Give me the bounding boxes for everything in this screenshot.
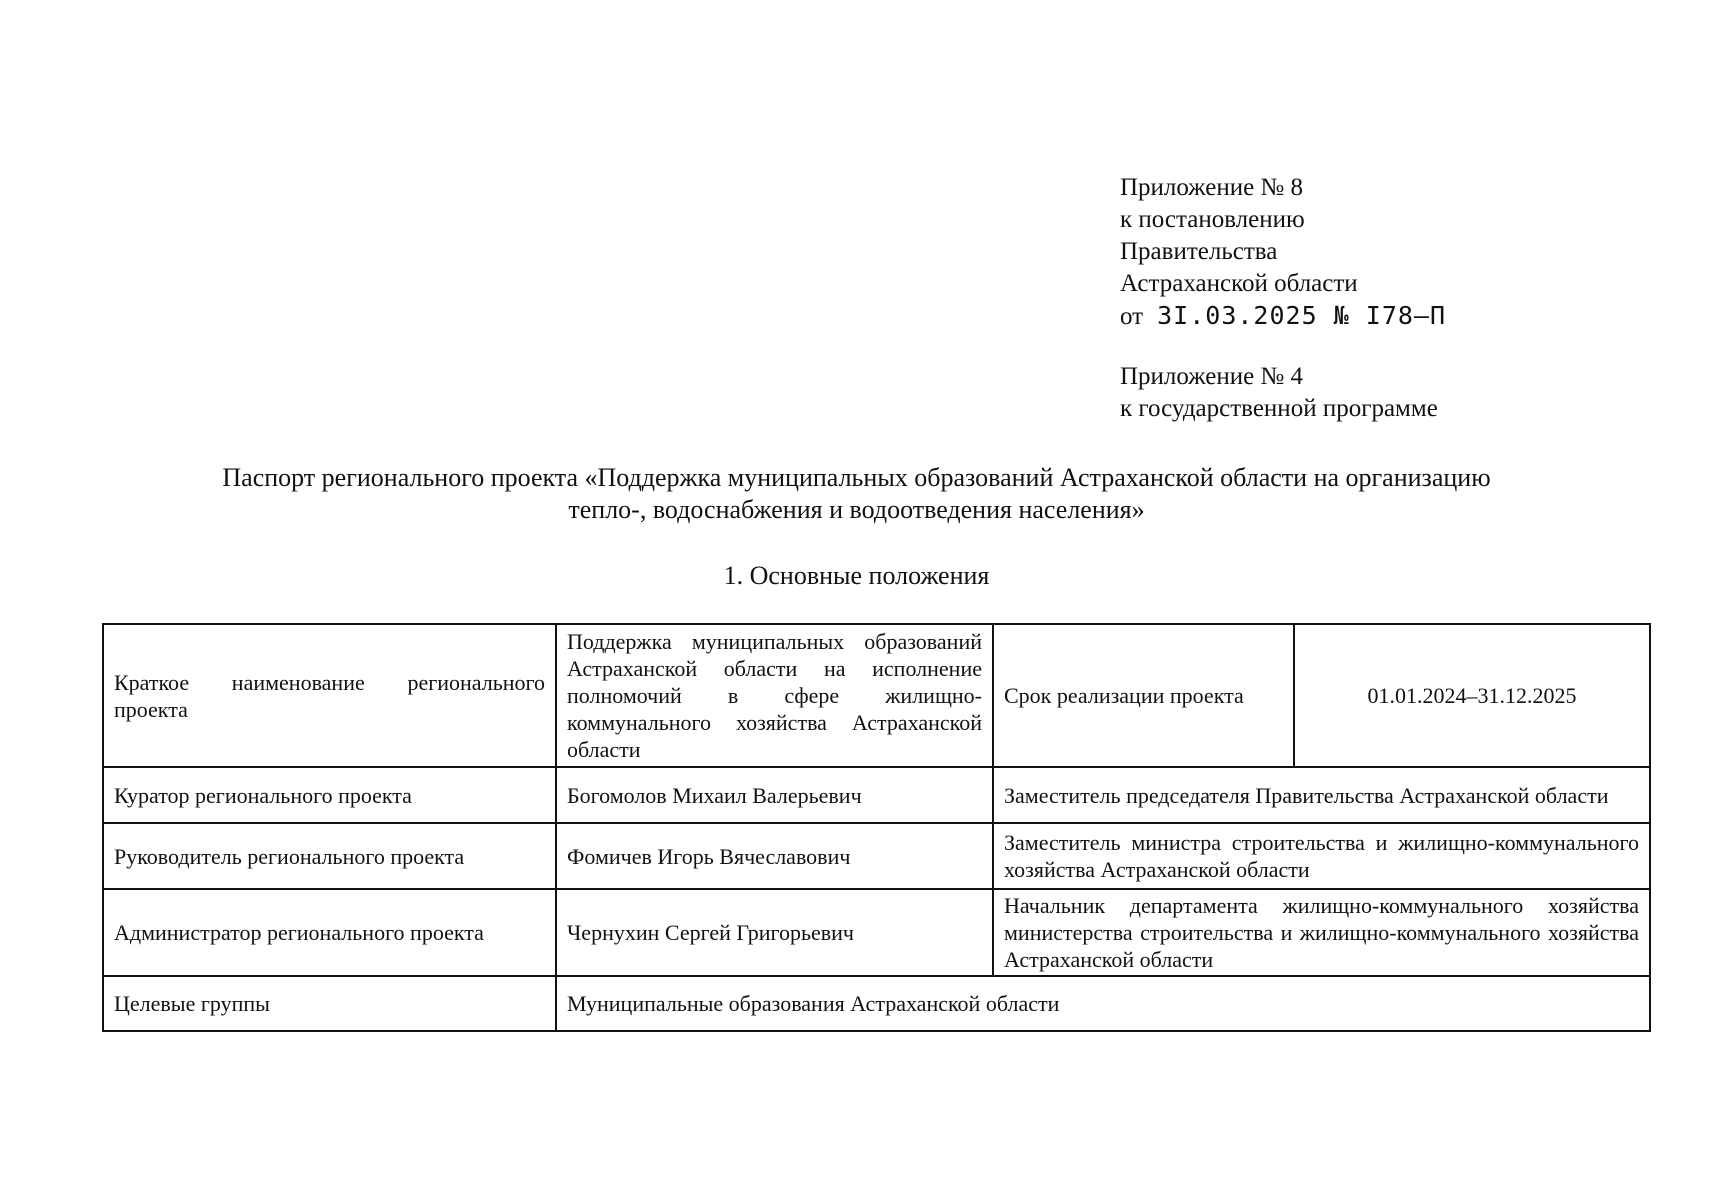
appendix4-line1: Приложение № 4 — [1120, 363, 1304, 390]
head-position: Заместитель министра строительства и жилищно-коммунального хозяйства Астраханской области — [993, 823, 1650, 889]
short-name-label: Краткое наименование регионального проекта — [103, 624, 556, 767]
appendix-gap — [1120, 333, 1446, 361]
section-title: 1. Основные положения — [723, 561, 990, 590]
table-row — [103, 624, 1650, 767]
appendix-block — [1120, 172, 1446, 425]
head-name: Фомичев Игорь Вячеславович — [556, 823, 993, 889]
appendix4-line2: к государственной программе — [1120, 395, 1438, 422]
document-title-line1: Паспорт регионального проекта «Поддержка муниципальных образований Астраханской области на организацию — [222, 463, 1491, 492]
short-name-value: Поддержка муниципальных образований Астраханской области на исполнение полномочий в сфере жилищно-коммунального хозяйства Астраханской области — [556, 624, 993, 767]
appendix8-line1: Приложение № 8 — [1120, 174, 1304, 201]
admin-position: Начальник департамента жилищно-коммунального хозяйства министерства строительства и жилищно-коммунального хозяйства Астраханской области — [993, 889, 1650, 976]
date-prefix: от — [1120, 303, 1144, 330]
curator-label: Куратор регионального проекта — [103, 767, 556, 823]
term-value: 01.01.2024–31.12.2025 — [1294, 624, 1650, 767]
table-row — [103, 767, 1650, 823]
document-title-line2: тепло-, водоснабжения и водоотведения населения» — [568, 495, 1145, 524]
table-row — [103, 889, 1650, 976]
appendix8-line3: Правительства — [1120, 238, 1278, 265]
table-row — [103, 823, 1650, 889]
term-label: Срок реализации проекта — [993, 624, 1294, 767]
curator-name: Богомолов Михаил Валерьевич — [556, 767, 993, 823]
admin-label: Администратор регионального проекта — [103, 889, 556, 976]
resolution-date-number: 3I.03.2025 № I78–П — [1157, 301, 1447, 330]
appendix8-line4: Астраханской области — [1120, 270, 1358, 297]
table-row — [103, 976, 1650, 1031]
admin-name: Чернухин Сергей Григорьевич — [556, 889, 993, 976]
curator-position: Заместитель председателя Правительства Астраханской области — [993, 767, 1650, 823]
passport-table — [102, 623, 1651, 1032]
head-label: Руководитель регионального проекта — [103, 823, 556, 889]
target-groups-value: Муниципальные образования Астраханской области — [556, 976, 1650, 1031]
appendix8-date-line — [1120, 300, 1446, 333]
appendix8-line2: к постановлению — [1120, 206, 1305, 233]
target-groups-label: Целевые группы — [103, 976, 556, 1031]
document-title — [0, 462, 1713, 526]
